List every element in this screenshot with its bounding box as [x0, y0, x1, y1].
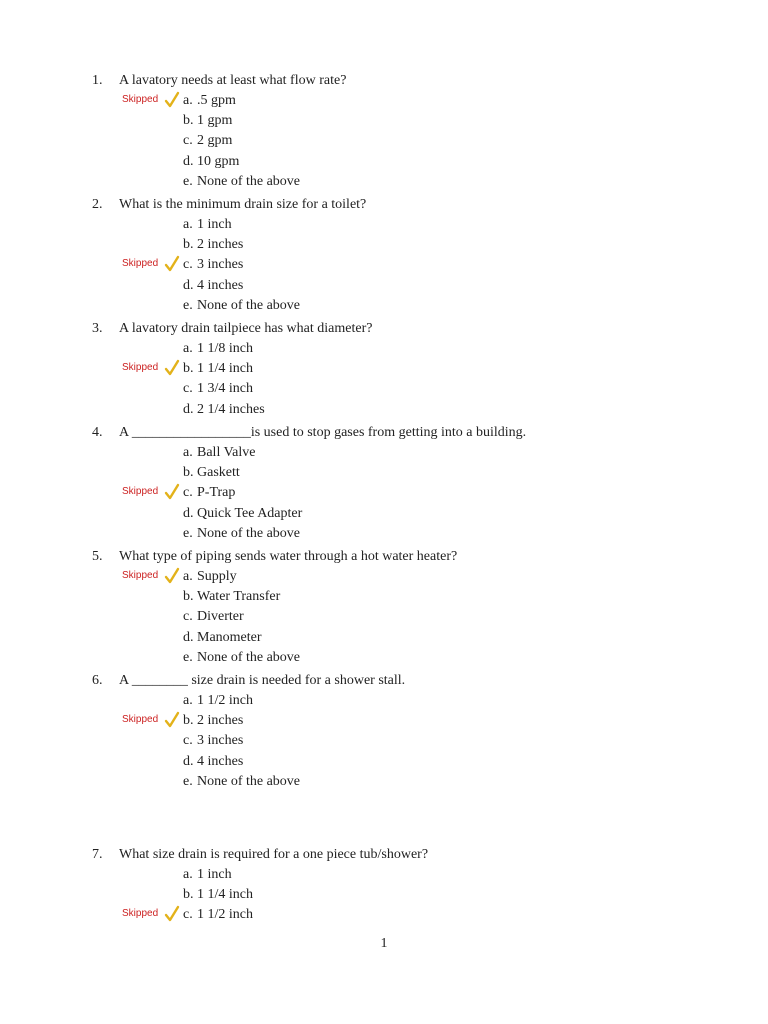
skipped-label: Skipped	[122, 362, 159, 373]
option-text: 1 1/4 inch	[197, 887, 253, 902]
option-text: 1 gpm	[197, 113, 233, 128]
option-letter: c.	[183, 133, 193, 148]
option-text: Gaskett	[197, 465, 240, 480]
checkmark-icon	[164, 255, 180, 273]
option-letter: a.	[183, 341, 193, 356]
question-text: What type of piping sends water through a hot water heater?	[119, 549, 458, 564]
option-letter: c.	[183, 257, 193, 272]
option-text: 4 inches	[197, 754, 244, 769]
checkmark-icon	[164, 359, 180, 377]
skipped-label: Skipped	[122, 258, 159, 269]
option-text: Ball Valve	[197, 445, 256, 460]
option-text: 4 inches	[197, 278, 244, 293]
option-letter: a.	[183, 217, 193, 232]
option-text: 1 3/4 inch	[197, 381, 253, 396]
question-number: 6.	[92, 673, 103, 688]
checkmark-icon	[164, 567, 180, 585]
option-letter: a.	[183, 693, 193, 708]
option-letter: b.	[183, 465, 194, 480]
option-letter: b.	[183, 361, 194, 376]
question-number: 2.	[92, 197, 103, 212]
option-text: P-Trap	[197, 485, 236, 500]
option-text: None of the above	[197, 650, 301, 665]
option-text: 1 1/4 inch	[197, 361, 253, 376]
option-letter: a.	[183, 867, 193, 882]
checkmark-icon	[164, 91, 180, 109]
page-number: 1	[380, 936, 388, 951]
checkmark-icon	[164, 483, 180, 501]
option-text: 1 inch	[197, 867, 232, 882]
question-number: 5.	[92, 549, 103, 564]
option-letter: c.	[183, 733, 193, 748]
option-letter: a.	[183, 93, 193, 108]
option-text: 3 inches	[197, 257, 244, 272]
skipped-label: Skipped	[122, 486, 159, 497]
option-letter: a.	[183, 445, 193, 460]
option-letter: b.	[183, 589, 194, 604]
option-text: None of the above	[197, 174, 301, 189]
option-letter: a.	[183, 569, 193, 584]
skipped-label: Skipped	[122, 94, 159, 105]
option-text: 2 gpm	[197, 133, 233, 148]
option-text: .5 gpm	[197, 93, 236, 108]
option-letter: c.	[183, 485, 193, 500]
option-letter: b.	[183, 237, 194, 252]
option-text: 1 1/2 inch	[197, 907, 253, 922]
question-text: A lavatory drain tailpiece has what diameter?	[119, 321, 373, 336]
checkmark-icon	[164, 905, 180, 923]
option-text: None of the above	[197, 298, 301, 313]
option-text: 2 inches	[197, 237, 244, 252]
option-letter: e.	[183, 298, 193, 313]
option-letter: c.	[183, 381, 193, 396]
option-letter: d.	[183, 630, 194, 645]
question-number: 3.	[92, 321, 103, 336]
option-text: 3 inches	[197, 733, 244, 748]
option-letter: c.	[183, 907, 193, 922]
question-text: A _________________is used to stop gases from getting into a building.	[119, 425, 527, 440]
option-text: Quick Tee Adapter	[197, 506, 303, 521]
option-text: None of the above	[197, 526, 301, 541]
question-text: A lavatory needs at least what flow rate?	[119, 73, 347, 88]
option-letter: b.	[183, 713, 194, 728]
option-text: None of the above	[197, 774, 301, 789]
option-text: Diverter	[197, 609, 244, 624]
option-letter: d.	[183, 754, 194, 769]
option-letter: e.	[183, 174, 193, 189]
question-text: What size drain is required for a one piece tub/shower?	[119, 847, 429, 862]
option-text: Supply	[197, 569, 237, 584]
question-text: A ________ size drain is needed for a shower stall.	[119, 673, 406, 688]
skipped-label: Skipped	[122, 908, 159, 919]
option-text: 2 1/4 inches	[197, 402, 265, 417]
option-letter: e.	[183, 650, 193, 665]
option-text: 1 inch	[197, 217, 232, 232]
option-letter: e.	[183, 526, 193, 541]
option-letter: d.	[183, 402, 194, 417]
question-number: 1.	[92, 73, 103, 88]
option-letter: b.	[183, 887, 194, 902]
option-text: Water Transfer	[197, 589, 281, 604]
skipped-label: Skipped	[122, 714, 159, 725]
option-letter: d.	[183, 278, 194, 293]
option-text: 2 inches	[197, 713, 244, 728]
skipped-label: Skipped	[122, 570, 159, 581]
option-text: 1 1/8 inch	[197, 341, 253, 356]
option-text: Manometer	[197, 630, 262, 645]
option-text: 1 1/2 inch	[197, 693, 253, 708]
question-text: What is the minimum drain size for a toilet?	[119, 197, 367, 212]
option-letter: e.	[183, 774, 193, 789]
option-letter: d.	[183, 506, 194, 521]
checkmark-icon	[164, 711, 180, 729]
option-text: 10 gpm	[197, 154, 240, 169]
option-letter: c.	[183, 609, 193, 624]
question-number: 7.	[92, 847, 103, 862]
option-letter: b.	[183, 113, 194, 128]
option-letter: d.	[183, 154, 194, 169]
question-number: 4.	[92, 425, 103, 440]
